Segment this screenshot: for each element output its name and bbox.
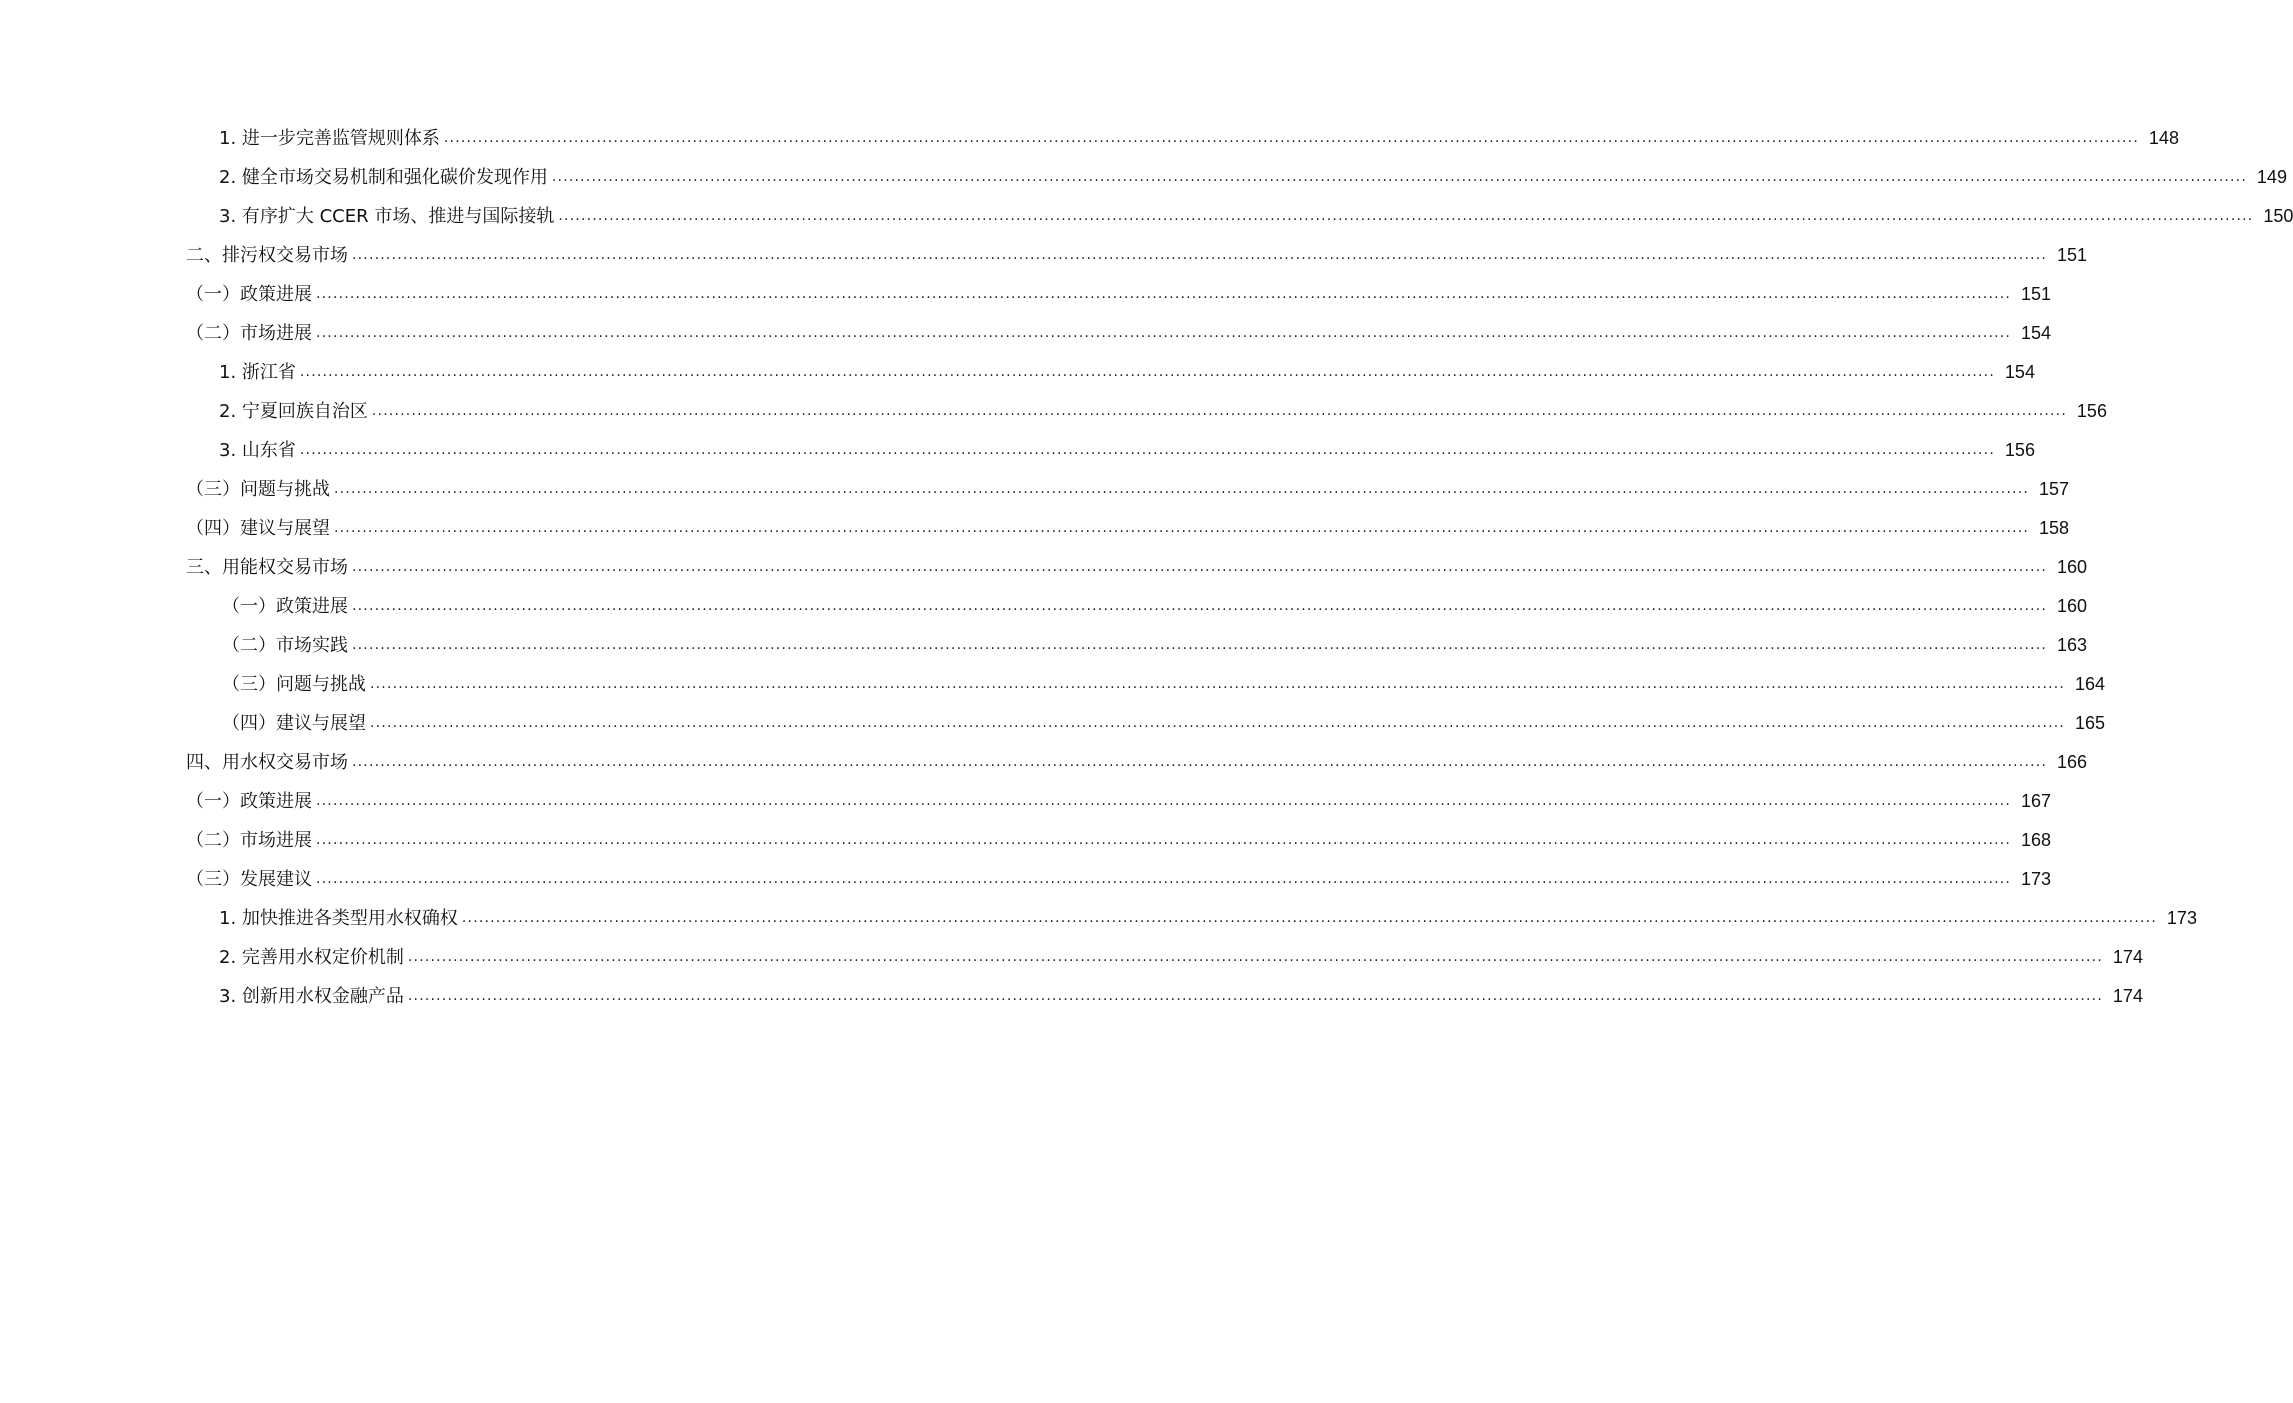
toc-page-number: 163 — [2057, 635, 2088, 655]
toc-entry-title: 1. 浙江省 — [219, 362, 296, 383]
toc-entry-title: （四）建议与展望 — [222, 713, 366, 734]
toc-entry-title: （三）问题与挑战 — [222, 674, 366, 695]
dot-leader: ............................................................................................................................................................................................................................................................................................................ — [352, 754, 2048, 770]
dot-leader: ............................................................................................................................................................................................................................................................................................................ — [370, 715, 2066, 731]
toc-entry-title: （一）政策进展 — [186, 284, 312, 305]
toc-subsection[interactable] — [0, 782, 2052, 821]
toc-page-number: 150 — [2263, 206, 2293, 226]
dot-leader: ............................................................................................................................................................................................................................................................................................................ — [316, 325, 2012, 341]
toc-entry-title: 3. 创新用水权金融产品 — [219, 986, 404, 1007]
toc-entry-title: 1. 加快推进各类型用水权确权 — [219, 908, 458, 929]
dot-leader: ............................................................................................................................................................................................................................................................................................................ — [299, 442, 1995, 458]
toc-entry-title: 2. 健全市场交易机制和强化碳价发现作用 — [219, 167, 548, 188]
toc-page-number: 154 — [2004, 362, 2035, 382]
toc-page-number: 157 — [2039, 479, 2070, 499]
dot-leader: ............................................................................................................................................................................................................................................................................................................ — [334, 520, 2030, 536]
toc-entry[interactable] — [0, 938, 2143, 977]
toc-page-number: 158 — [2039, 518, 2070, 538]
toc-entry-title: （一）政策进展 — [222, 596, 348, 617]
dot-leader: ............................................................................................................................................................................................................................................................................................................ — [352, 637, 2048, 653]
dot-leader: ............................................................................................................................................................................................................................................................................................................ — [299, 364, 1995, 380]
toc-subsection[interactable] — [0, 626, 2088, 665]
toc-page-number: 148 — [2148, 128, 2179, 148]
toc-page-number: 168 — [2021, 830, 2052, 850]
toc-page-number: 149 — [2256, 167, 2287, 187]
toc-entry-title: 1. 进一步完善监管规则体系 — [219, 128, 440, 149]
toc-entry[interactable] — [0, 899, 2197, 938]
toc-entry-title: （二）市场进展 — [186, 323, 312, 344]
toc-subsection[interactable] — [0, 665, 2106, 704]
toc-page-number: 173 — [2166, 908, 2197, 928]
toc-entry-title: 2. 宁夏回族自治区 — [219, 401, 368, 422]
dot-leader: ............................................................................................................................................................................................................................................................................................................ — [316, 832, 2012, 848]
dot-leader: ............................................................................................................................................................................................................................................................................................................ — [407, 949, 2103, 965]
toc-page-number: 165 — [2075, 713, 2106, 733]
toc-subsection[interactable] — [0, 314, 2052, 353]
toc-page-number: 167 — [2021, 791, 2052, 811]
dot-leader: ............................................................................................................................................................................................................................................................................................................ — [407, 988, 2103, 1004]
toc-page-number: 160 — [2057, 557, 2088, 577]
toc-subsection[interactable] — [0, 509, 2070, 548]
toc-entry-title: 2. 完善用水权定价机制 — [219, 947, 404, 968]
toc-section-heading[interactable] — [0, 743, 2088, 782]
dot-leader: ............................................................................................................................................................................................................................................................................................................ — [461, 910, 2157, 926]
toc-entry-title: （四）建议与展望 — [186, 518, 330, 539]
toc-entry-title: （一）政策进展 — [186, 791, 312, 812]
toc-section-heading[interactable] — [0, 236, 2088, 275]
toc-entry[interactable] — [0, 977, 2143, 1016]
dot-leader: ............................................................................................................................................................................................................................................................................................................ — [316, 871, 2012, 887]
toc-page-number: 173 — [2021, 869, 2052, 889]
dot-leader: ............................................................................................................................................................................................................................................................................................................ — [352, 247, 2048, 263]
toc-subsection[interactable] — [0, 275, 2052, 314]
toc-entry-title: （二）市场实践 — [222, 635, 348, 656]
toc-page-number: 174 — [2112, 947, 2143, 967]
toc-page-number: 156 — [2076, 401, 2107, 421]
toc-entry-title: 三、用能权交易市场 — [186, 557, 348, 578]
toc-entry-title: （三）发展建议 — [186, 869, 312, 890]
toc-entry[interactable] — [0, 119, 2179, 158]
toc-entry-title: （三）问题与挑战 — [186, 479, 330, 500]
dot-leader: ............................................................................................................................................................................................................................................................................................................ — [370, 676, 2066, 692]
toc-entry-title: 3. 山东省 — [219, 440, 296, 461]
toc-entry-title: 四、用水权交易市场 — [186, 752, 348, 773]
toc-subsection[interactable] — [0, 470, 2070, 509]
dot-leader: ............................................................................................................................................................................................................................................................................................................ — [334, 481, 2030, 497]
toc-page-number: 151 — [2057, 245, 2088, 265]
dot-leader: ............................................................................................................................................................................................................................................................................................................ — [352, 598, 2048, 614]
toc-page-number: 174 — [2112, 986, 2143, 1006]
toc-page-number: 166 — [2057, 752, 2088, 772]
table-of-contents — [0, 119, 2293, 1016]
toc-entry[interactable] — [0, 158, 2287, 197]
dot-leader: ............................................................................................................................................................................................................................................................................................................ — [371, 403, 2067, 419]
dot-leader: ............................................................................................................................................................................................................................................................................................................ — [316, 793, 2012, 809]
dot-leader: ............................................................................................................................................................................................................................................................................................................ — [352, 559, 2048, 575]
toc-entry[interactable] — [0, 197, 2293, 236]
dot-leader: ............................................................................................................................................................................................................................................................................................................ — [316, 286, 2012, 302]
toc-entry[interactable] — [0, 431, 2035, 470]
toc-entry-title: （二）市场进展 — [186, 830, 312, 851]
dot-leader: ............................................................................................................................................................................................................................................................................................................ — [558, 208, 2254, 224]
toc-entry[interactable] — [0, 353, 2035, 392]
toc-subsection[interactable] — [0, 704, 2106, 743]
toc-page-number: 164 — [2075, 674, 2106, 694]
toc-subsection[interactable] — [0, 860, 2052, 899]
dot-leader: ............................................................................................................................................................................................................................................................................................................ — [551, 169, 2247, 185]
toc-entry-title: 二、排污权交易市场 — [186, 245, 348, 266]
toc-subsection[interactable] — [0, 587, 2088, 626]
toc-page-number: 160 — [2057, 596, 2088, 616]
toc-page-number: 151 — [2021, 284, 2052, 304]
toc-page-number: 154 — [2021, 323, 2052, 343]
toc-entry-title: 3. 有序扩大 CCER 市场、推进与国际接轨 — [219, 206, 555, 227]
toc-entry[interactable] — [0, 392, 2107, 431]
toc-subsection[interactable] — [0, 821, 2052, 860]
dot-leader: ............................................................................................................................................................................................................................................................................................................ — [443, 130, 2139, 146]
toc-page-number: 156 — [2004, 440, 2035, 460]
toc-section-heading[interactable] — [0, 548, 2088, 587]
